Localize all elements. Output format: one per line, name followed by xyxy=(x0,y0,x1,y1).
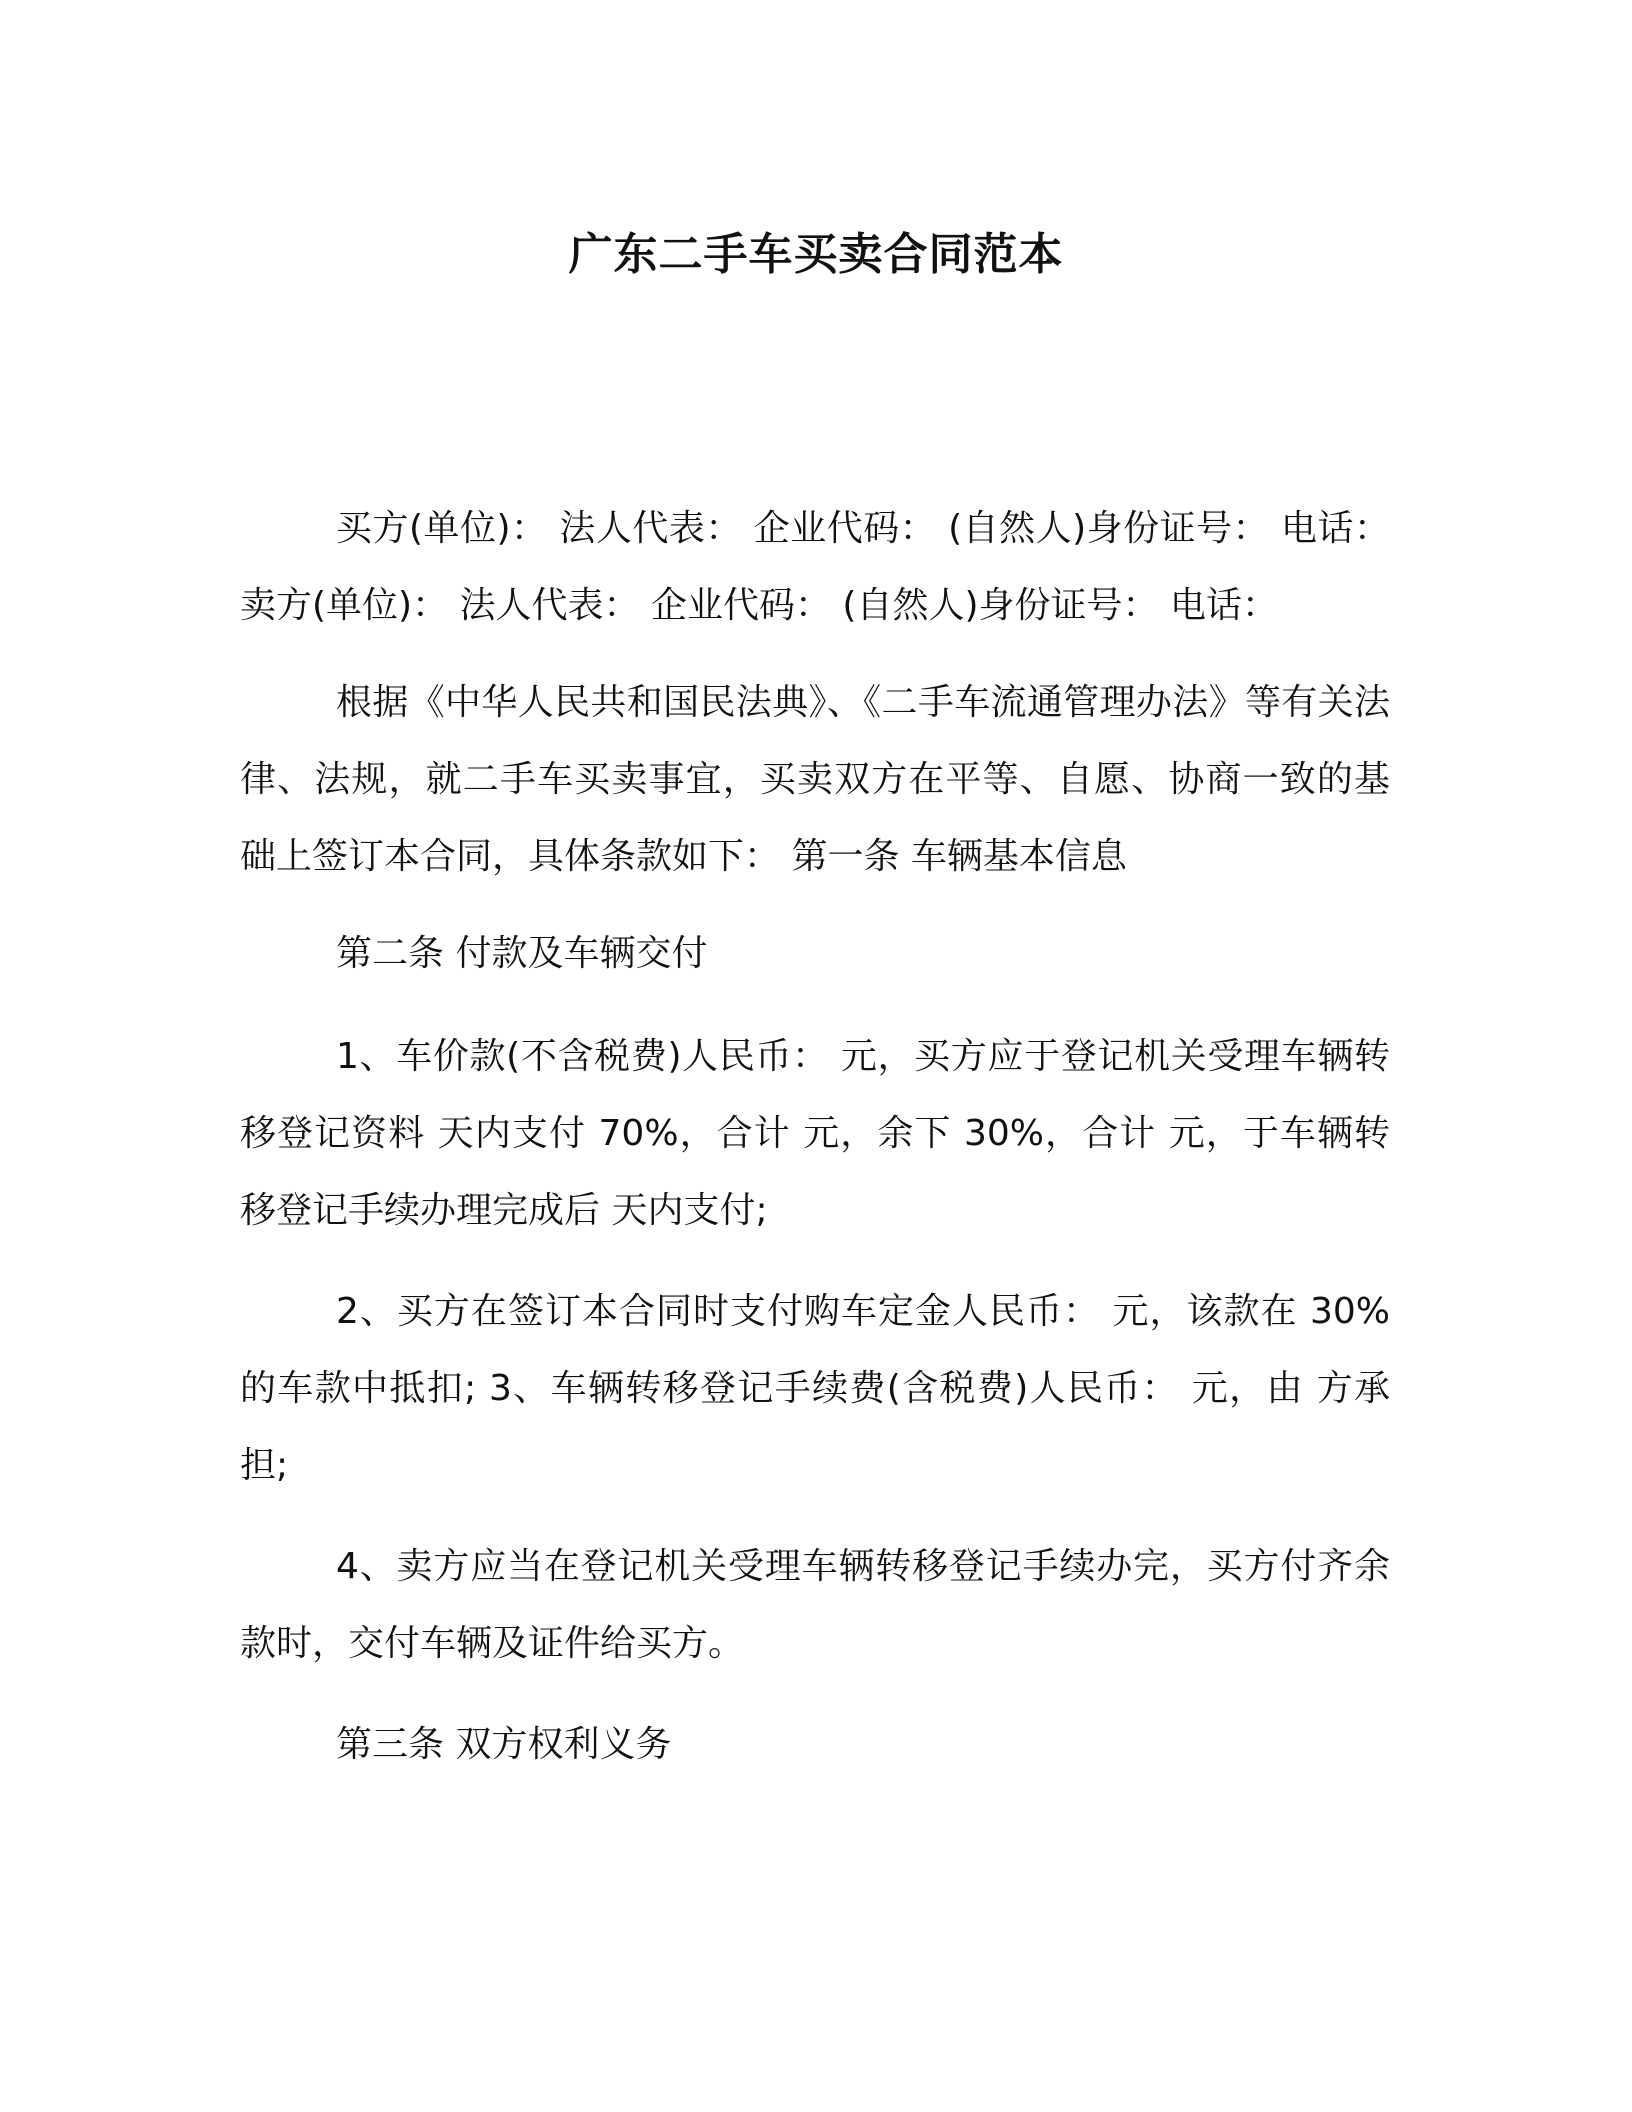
document-title: 广东二手车买卖合同范本 xyxy=(568,229,1064,280)
delivery-item-4: 4、卖方应当在登记机关受理车辆转移登记手续办完，买方付齐余款时，交付车辆及证件给买方。 xyxy=(240,1546,1390,1664)
preamble-paragraph: 根据《中华人民共和国民法典》、《二手车流通管理办法》等有关法律、法规，就二手车买卖事宜，买卖双方在平等、自愿、协商一致的基础上签订本合同，具体条款如下： 第一条 车辆基本信息 xyxy=(240,682,1390,877)
article-3-heading: 第三条 双方权利义务 xyxy=(336,1724,672,1765)
parties-paragraph: 买方(单位)： 法人代表： 企业代码： (自然人)身份证号： 电话： 卖方(单位)： 法人代表： 企业代码： (自然人)身份证号： 电话： xyxy=(240,508,1390,626)
payment-item-2-3: 2、买方在签订本合同时支付购车定金人民币： 元，该款在 30%的车款中抵扣; 3、车辆转移登记手续费(含税费)人民币： 元，由 方承担; xyxy=(240,1291,1390,1486)
article-2-heading: 第二条 付款及车辆交付 xyxy=(336,933,708,974)
document-body xyxy=(240,490,1390,1783)
payment-item-1: 1、车价款(不含税费)人民币： 元，买方应于登记机关受理车辆转移登记资料 天内支付 70%，合计 元，余下 30%，合计 元，于车辆转移登记手续办理完成后 天内支付; xyxy=(240,1036,1390,1231)
